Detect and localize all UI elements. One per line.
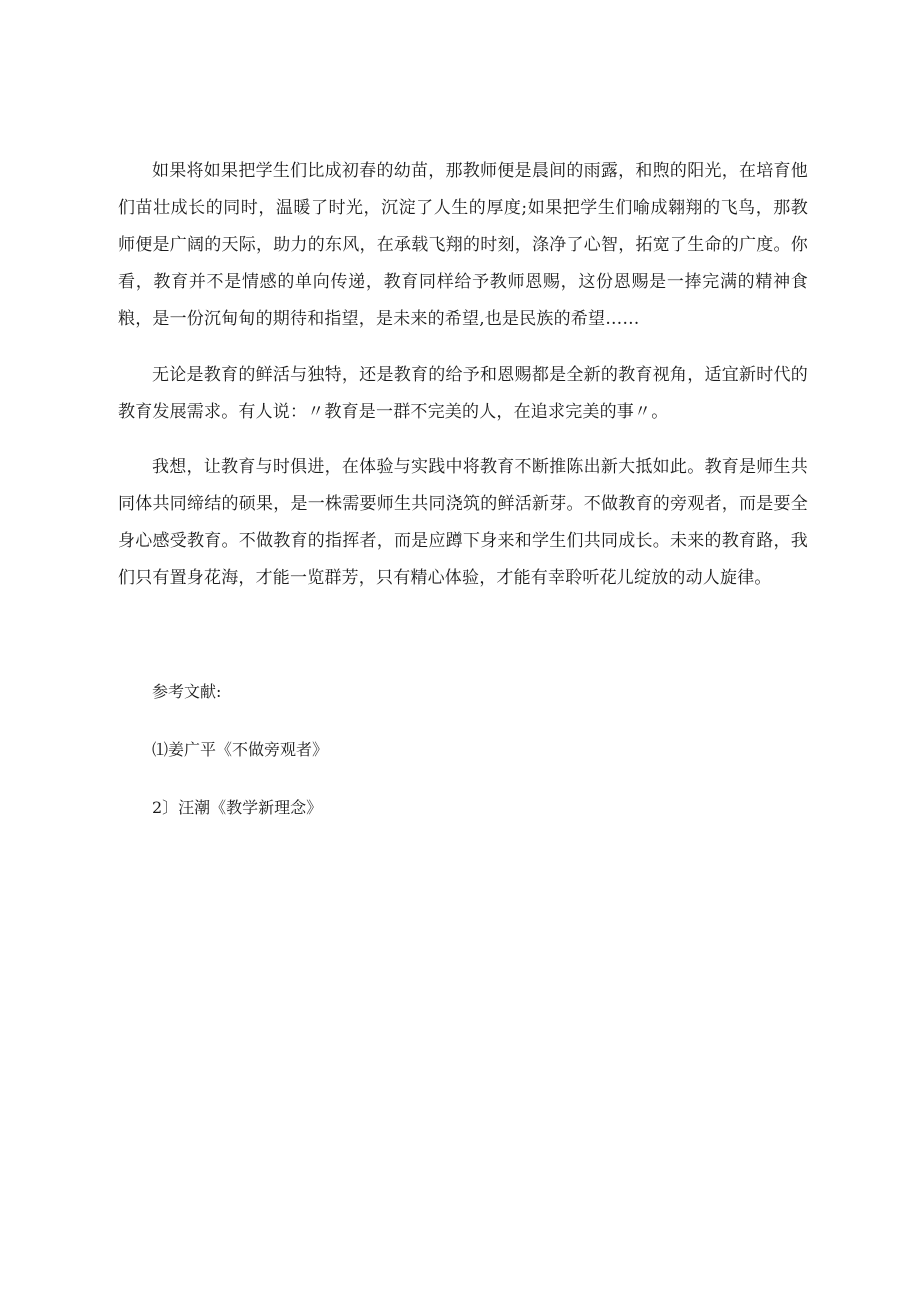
reference-item-2: 2〕汪潮《教学新理念》 <box>152 798 323 817</box>
body-paragraph-2: 无论是教育的鲜活与独特，还是教育的给予和恩赐都是全新的教育视角，适宜新时代的教育发展需求。有人说：〃教育是一群不完美的人，在追求完美的事〃。 <box>118 365 808 422</box>
reference-item-1: ⑴姜广平《不做旁观者》 <box>152 740 329 759</box>
body-paragraph-3: 我想，让教育与时俱进，在体验与实践中将教育不断推陈出新大抵如此。教育是师生共同体共同缔结的硕果，是一株需要师生共同浇筑的鲜活新芽。不做教育的旁观者，而是要全身心感受教育。不做教育的指挥者，而是应蹲下身来和学生们共同成长。未来的教育路，我们只有置身花海，才能一览群芳，只有精心体验，才能有幸聆听花儿绽放的动人旋律。 <box>118 457 808 588</box>
body-paragraph-1: 如果将如果把学生们比成初春的幼苗，那教师便是晨间的雨露，和煦的阳光，在培育他们苗壮成长的同时，温暖了时光，沉淀了人生的厚度;如果把学生们喻成翱翔的飞鸟，那教师便是广阔的天际，助力的东风，在承载飞翔的时刻，涤净了心智，拓宽了生命的广度。你看，教育并不是情感的单向传递，教育同样给予教师恩赐，这份恩赐是一捧完满的精神食粮，是一份沉甸甸的期待和指望，是未来的希望,也是民族的希望…… <box>118 161 808 329</box>
references-heading: 参考文献: <box>152 682 222 701</box>
